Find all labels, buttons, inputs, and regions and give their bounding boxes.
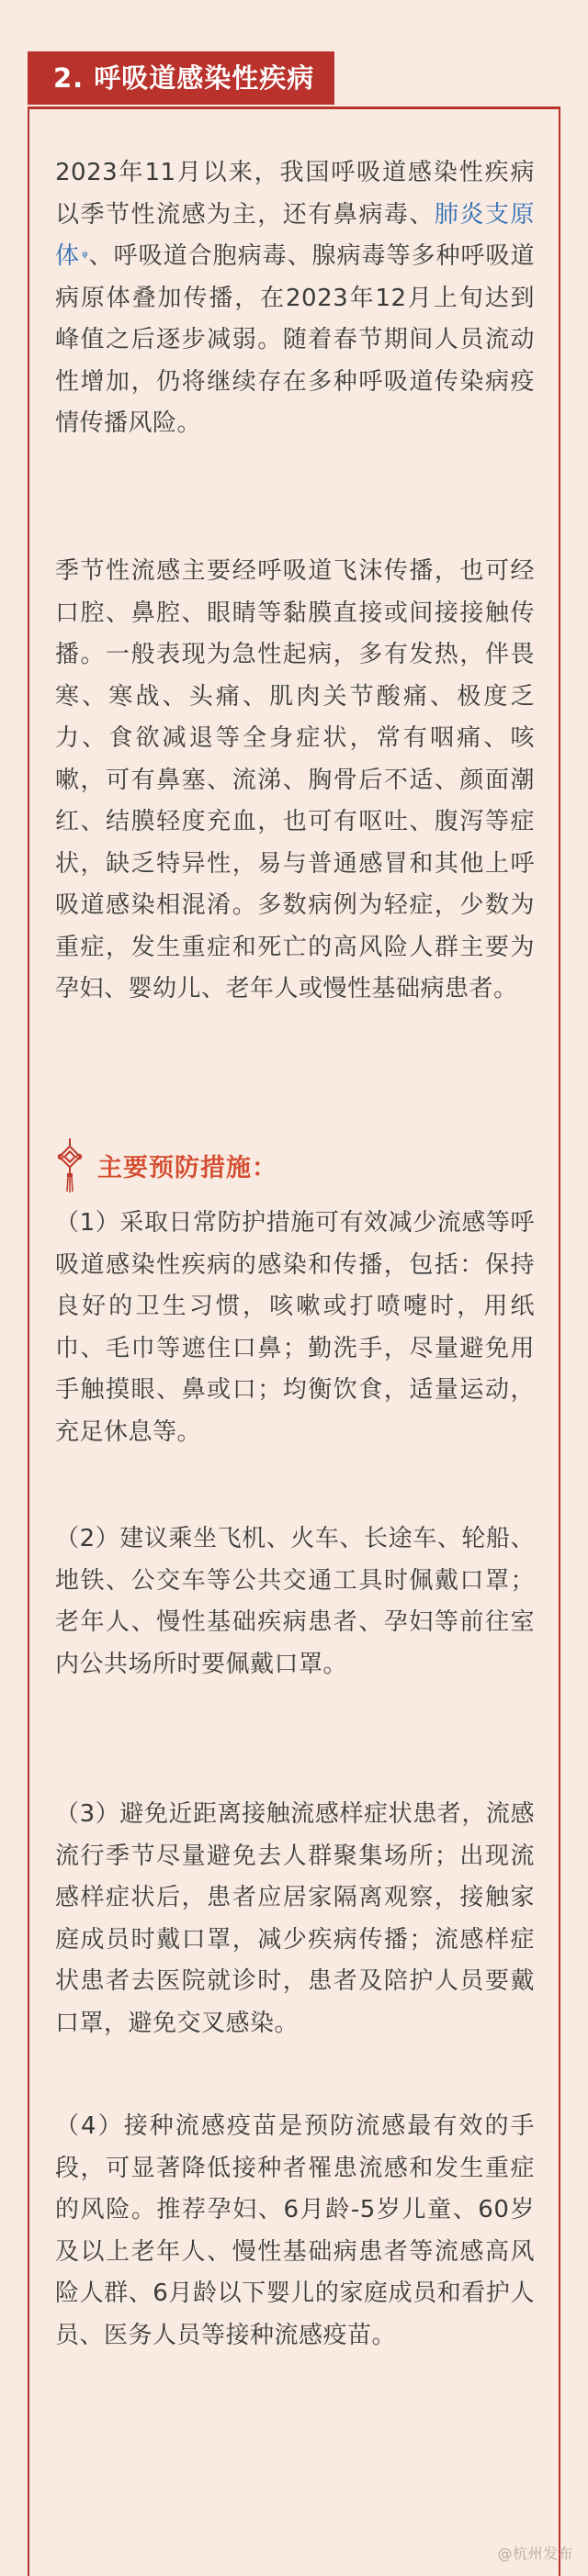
prevention-heading [57,1138,516,1193]
intro-text-before: 2023年11月以来，我国呼吸道感染性疾病以季节性流感为主，还有鼻病毒、 [55,159,535,229]
search-link-icon[interactable]: ᵠ [82,248,89,265]
prevention-item-4: （4）接种流感疫苗是预防流感最有效的手段，可显著降低接种者罹患流感和发生重症的风险。推荐孕妇、6月龄-5岁儿童、60岁及以上老年人、慢性基础病患者等流感高风险人群、6月龄以下婴儿的家庭成员和看护人员、医务人员等接种流感疫苗。 [55,2112,535,2349]
section-title: 2. 呼吸道感染性疾病 [28,51,334,105]
paragraph-symptoms: 季节性流感主要经呼吸道飞沫传播，也可经口腔、鼻腔、眼睛等黏膜直接或间接接触传播。一般表现为急性起病，多有发热，伴畏寒、寒战、头痛、肌肉关节酸痛、极度乏力、食欲减退等全身症状，常有咽痛、咳嗽，可有鼻塞、流涕、胸骨后不适、颜面潮红、结膜轻度充血，也可有呕吐、腹泻等症状，缺乏特异性，易与普通感冒和其他上呼吸道感染相混淆。多数病例为轻症，少数为重症，发生重症和死亡的高风险人群主要为孕妇、婴幼儿、老年人或慢性基础病患者。 [55,557,535,1002]
prevention-item-1: （1）采取日常防护措施可有效减少流感等呼吸道感染性疾病的感染和传播，包括：保持良好的卫生习惯，咳嗽或打喷嚏时，用纸巾、毛巾等遮住口鼻；勤洗手，尽量避免用手触摸眼、鼻或口；均衡饮食，适量运动，充足休息等。 [55,1209,535,1446]
prevention-item-3: （3）避免近距离接触流感样症状患者，流感流行季节尽量避免去人群聚集场所；出现流感样症状后，患者应居家隔离观察，接触家庭成员时戴口罩，减少疾病传播；流感样症状患者去医院就诊时，患者及陪护人员要戴口罩，避免交叉感染。 [55,1800,535,2037]
mycoplasma-link[interactable]: 肺炎支原体 [55,200,535,270]
paragraph-intro [55,152,535,445]
chinese-knot-icon [57,1138,83,1193]
watermark: @杭州发布 [497,2545,573,2562]
prevention-item-2: （2）建议乘坐飞机、火车、长途车、轮船、地铁、公交车等公共交通工具时佩戴口罩；老年人、慢性基础疾病患者、孕妇等前往室内公共场所时要佩戴口罩。 [55,1525,535,1678]
intro-text-after: 、呼吸道合胞病毒、腺病毒等多种呼吸道病原体叠加传播，在2023年12月上旬达到峰值之后逐步减弱。随着春节期间人员流动性增加，仍将继续存在多种呼吸道传染病疫情传播风险。 [55,242,535,437]
prevention-title: 主要预防措施： [97,1154,277,1182]
